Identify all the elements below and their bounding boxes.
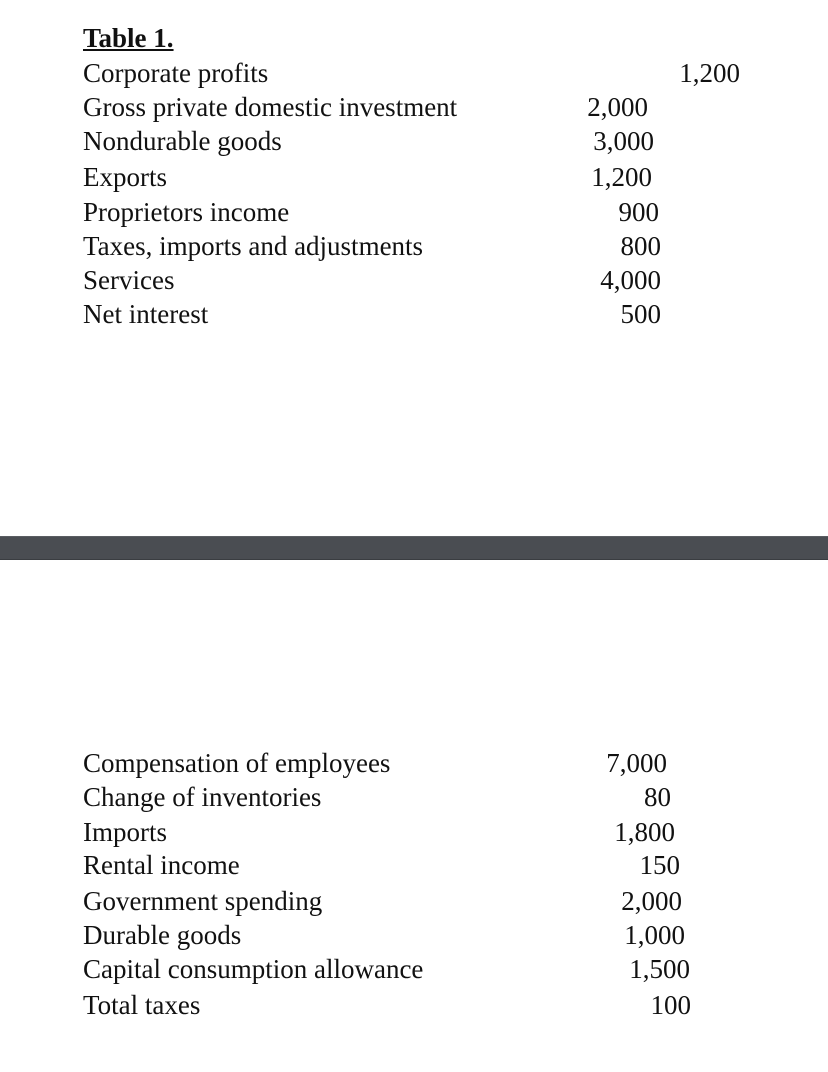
row-label-gross-private-domestic-investment: Gross private domestic investment [83, 92, 458, 122]
row-value-exports: 1,200 [591, 162, 652, 192]
row-value-capital-consumption-allowance: 1,500 [629, 954, 690, 984]
row-label-change-of-inventories: Change of inventories [83, 782, 322, 812]
row-label-net-interest: Net interest [83, 299, 209, 329]
row-value-durable-goods: 1,000 [624, 920, 685, 950]
row-value-government-spending: 2,000 [621, 886, 682, 916]
row-value-services: 4,000 [600, 265, 661, 295]
row-value-imports: 1,800 [614, 817, 675, 847]
row-label-proprietors-income: Proprietors income [83, 197, 290, 227]
row-value-taxes-imports-adjustments: 800 [620, 231, 661, 261]
page-divider [0, 536, 828, 560]
row-label-government-spending: Government spending [83, 886, 323, 916]
row-value-corporate-profits: 1,200 [679, 58, 740, 88]
row-value-gross-private-domestic-investment: 2,000 [587, 92, 648, 122]
row-label-taxes-imports-adjustments: Taxes, imports and adjustments [83, 231, 424, 261]
row-value-nondurable-goods: 3,000 [593, 126, 654, 156]
table-title: Table 1. [83, 23, 174, 53]
row-value-change-of-inventories: 80 [644, 782, 671, 812]
row-label-exports: Exports [83, 162, 167, 192]
row-label-corporate-profits: Corporate profits [83, 58, 269, 88]
row-label-rental-income: Rental income [83, 850, 240, 880]
row-value-compensation-of-employees: 7,000 [606, 748, 667, 778]
row-value-rental-income: 150 [639, 850, 680, 880]
row-value-proprietors-income: 900 [618, 197, 659, 227]
row-label-durable-goods: Durable goods [83, 920, 242, 950]
row-label-services: Services [83, 265, 175, 295]
row-label-nondurable-goods: Nondurable goods [83, 126, 282, 156]
row-value-total-taxes: 100 [650, 990, 691, 1020]
row-label-total-taxes: Total taxes [83, 990, 201, 1020]
row-label-capital-consumption-allowance: Capital consumption allowance [83, 954, 424, 984]
row-label-compensation-of-employees: Compensation of employees [83, 748, 391, 778]
row-value-net-interest: 500 [620, 299, 661, 329]
row-label-imports: Imports [83, 817, 167, 847]
